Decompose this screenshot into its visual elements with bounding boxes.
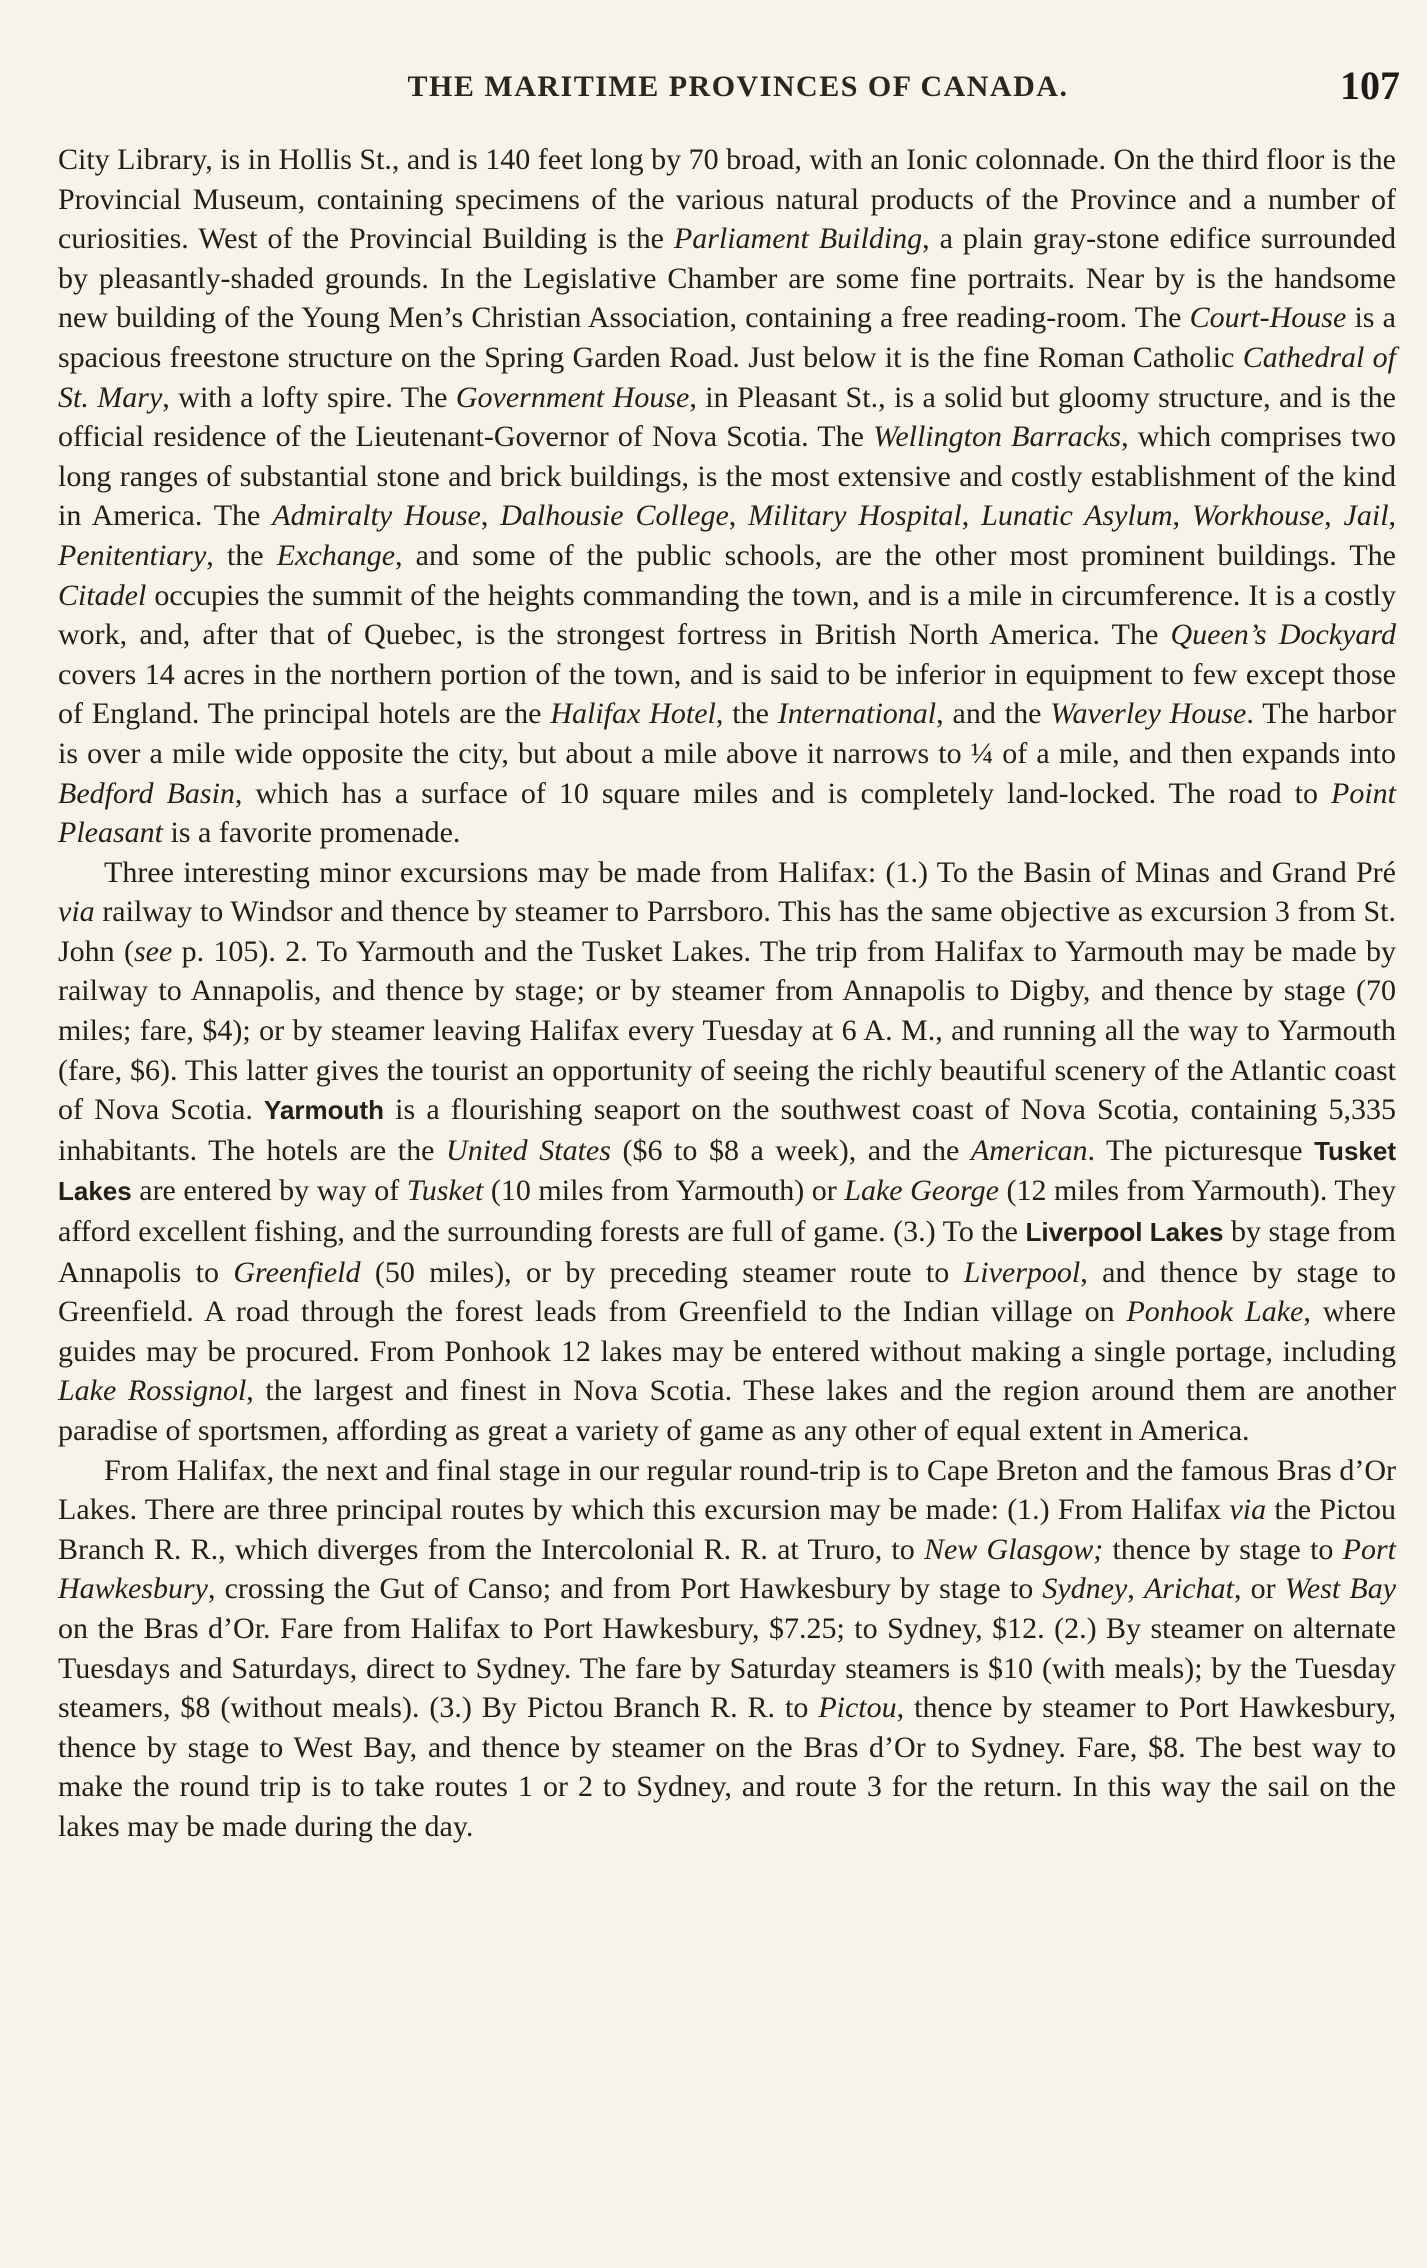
text-run: is a spacious freestone structure on the Spring Garden Road. Just below it is the fine Roman Catholic bbox=[58, 301, 1396, 374]
text-run: thence by stage to bbox=[1103, 1532, 1343, 1566]
italic-term: American bbox=[970, 1133, 1088, 1167]
italic-term: Arichat bbox=[1143, 1572, 1234, 1606]
italic-term: via bbox=[58, 895, 95, 929]
running-head: THE MARITIME PROVINCES OF CANADA. bbox=[407, 70, 1069, 103]
text-run: is a flourishing seaport on the southwest coast of Nova Scotia, containing 5,335 inhabitants. The hotels are the bbox=[58, 1093, 1396, 1167]
text-run: , in Pleasant St., is a solid but gloomy structure, and is the official residence of the Lieutenant-Governor of Nova Scotia. The bbox=[58, 380, 1396, 454]
text-run: covers 14 acres in the northern portion of the town, and is said to be inferior in equipment to few except those of England. The principal hotels are the bbox=[58, 657, 1396, 731]
text-run: . The picturesque bbox=[1087, 1133, 1315, 1167]
italic-term: West Bay bbox=[1284, 1572, 1397, 1606]
italic-term: Wellington Barracks bbox=[873, 420, 1122, 454]
italic-term: Queen’s Dockyard bbox=[1170, 618, 1396, 652]
text-run: . The harbor is over a mile wide opposite the city, but about a mile above it narrows to ¼ of a mile, and then expands into bbox=[58, 697, 1397, 770]
body-text bbox=[58, 140, 1396, 1847]
italic-term: Dalhousie College bbox=[500, 499, 729, 533]
italic-term: United States bbox=[446, 1133, 611, 1167]
text-run: p. 105). 2. To Yarmouth and the Tusket Lakes. The trip from Halifax to Yarmouth may be made by railway to Annapolis, and thence by stage; or by steamer from Annapolis to Digby, and thence by stage (70 miles; fare, $4); or by steamer leaving Halifax every Tuesday at 6 A. M., and running all the way to Yarmouth (fare, $6). This latter gives the tourist an opportunity of seeing the richly beautiful scenery of the Atlantic coast of Nova Scotia. bbox=[58, 934, 1396, 1127]
page-number: 107 bbox=[1340, 63, 1400, 108]
text-run: are entered by way of bbox=[131, 1174, 407, 1208]
italic-term: Exchange bbox=[276, 538, 396, 572]
italic-term: Pictou bbox=[818, 1691, 897, 1725]
text-run: , bbox=[728, 499, 749, 533]
page-header bbox=[58, 62, 1418, 122]
italic-term: Government House bbox=[455, 380, 690, 414]
text-run: by stage from Annapolis to bbox=[58, 1215, 1396, 1289]
italic-term: Military Hospital bbox=[748, 499, 962, 533]
text-run: , where guides may be procured. From Ponhook 12 lakes may be entered without making a single portage, including bbox=[58, 1295, 1396, 1368]
text-run: on the Bras d’Or. Fare from Halifax to Port Hawkesbury, $7.25; to Sydney, $12. (2.) By steamer on alternate Tuesdays and Saturdays, direct to Sydney. The fare by Saturday steamers is $10 (with meals); by the Tuesday steamers, $8 (without meals). (3.) By Pictou Branch R. R. to bbox=[58, 1611, 1396, 1725]
bold-place-name: Yarmouth bbox=[264, 1095, 384, 1126]
italic-term: Port Hawkesbury bbox=[58, 1532, 1396, 1606]
italic-term: Cathedral of St. Mary bbox=[58, 340, 1396, 414]
italic-term: Liverpool bbox=[963, 1255, 1081, 1289]
italic-term: via bbox=[1229, 1493, 1267, 1527]
paragraph bbox=[58, 853, 1396, 1451]
text-run: , thence by steamer to Port Hawkesbury, thence by stage to West Bay, and thence by steamer on the Bras d’Or to Sydney. Fare, $8. The best way to make the round trip is to take routes 1 or 2 to Sydney, and route 3 for the return. In this way the sail on the lakes may be made during the day. bbox=[58, 1691, 1396, 1843]
text-run: the Pictou Branch R. R., which diverges from the Intercolonial R. R. at Truro, to bbox=[58, 1493, 1396, 1566]
text-run: , bbox=[1127, 1572, 1144, 1606]
text-run: ($6 to $8 a week), and the bbox=[610, 1133, 971, 1167]
italic-term: Greenfield bbox=[233, 1255, 361, 1289]
text-run: , crossing the Gut of Canso; and from Port Hawkesbury by stage to bbox=[207, 1572, 1043, 1606]
text-run: , the bbox=[715, 697, 778, 731]
text-run: , and the bbox=[936, 697, 1051, 731]
italic-term: International bbox=[777, 697, 937, 731]
italic-term: Jail bbox=[1343, 499, 1389, 533]
bold-place-name: Tusket Lakes bbox=[58, 1135, 1396, 1207]
text-run: , which comprises two long ranges of substantial stone and brick buildings, is the most extensive and costly establishment of the kind in America. The bbox=[58, 420, 1397, 533]
text-run: , and some of the public schools, are the other most prominent buildings. The bbox=[395, 538, 1396, 572]
italic-term: Lake Rossignol bbox=[58, 1374, 247, 1408]
text-run: , bbox=[1172, 499, 1192, 533]
paragraph bbox=[58, 1451, 1396, 1847]
text-run: railway to Windsor and thence by steamer to Parrsboro. This has the same objective as excursion 3 from St. John ( bbox=[58, 895, 1396, 968]
text-run: , bbox=[480, 499, 501, 533]
text-run: (10 miles from Yarmouth) or bbox=[483, 1174, 845, 1208]
italic-term: Tusket bbox=[406, 1174, 484, 1208]
italic-term: Parliament Building bbox=[673, 222, 923, 256]
text-run: , bbox=[961, 499, 982, 533]
italic-term: Citadel bbox=[58, 578, 147, 612]
italic-term: Court-House bbox=[1189, 301, 1347, 335]
text-run: , the largest and finest in Nova Scotia. These lakes and the region around them are another paradise of sportsmen, affording as great a variety of game as any other of equal extent in America. bbox=[58, 1374, 1396, 1447]
italic-term: Workhouse bbox=[1191, 499, 1325, 533]
text-run: (12 miles from Yarmouth). They afford excellent fishing, and the surrounding forests are full of game. (3.) To the bbox=[58, 1174, 1396, 1249]
italic-term: Lunatic Asylum bbox=[981, 499, 1173, 533]
text-run: , a plain gray-stone edifice surrounded by pleasantly-shaded grounds. In the Legislative Chamber are some fine portraits. Near by is the handsome new building of the Young Men’s Christian Association, containing a free reading-room. The bbox=[58, 222, 1397, 335]
italic-term: see bbox=[133, 934, 173, 968]
italic-term: Bedford Basin bbox=[58, 776, 235, 810]
text-run: City Library, is in Hollis St., and is 140 feet long by 70 broad, with an Ionic colonnade. On the third floor is the Provincial Museum, containing specimens of the various natural products of the Province and a number of curiosities. West of the Provincial Building is the bbox=[58, 143, 1396, 256]
text-run: , bbox=[1324, 499, 1344, 533]
italic-term: Waverley House bbox=[1050, 697, 1247, 731]
italic-term: Admiralty House bbox=[272, 499, 481, 533]
text-run: , and thence by stage to Greenfield. A road through the forest leads from Greenfield to the Indian village on bbox=[58, 1255, 1396, 1329]
italic-term: Lake George bbox=[844, 1174, 999, 1208]
text-run: is a favorite promenade. bbox=[163, 816, 461, 850]
italic-term: Halifax Hotel bbox=[550, 697, 716, 731]
text-run: , with a lofty spire. The bbox=[162, 380, 456, 414]
text-run: , or bbox=[1233, 1572, 1285, 1606]
paragraph bbox=[58, 140, 1396, 853]
text-run: occupies the summit of the heights commanding the town, and is a mile in circumference. It is a costly work, and, after that of Quebec, is the strongest fortress in British North America. The bbox=[58, 578, 1396, 652]
italic-term: Ponhook Lake bbox=[1126, 1295, 1304, 1329]
italic-term: Point Pleasant bbox=[58, 776, 1397, 850]
bold-place-name: Liverpool Lakes bbox=[1025, 1217, 1224, 1248]
italic-term: Sydney bbox=[1042, 1572, 1128, 1606]
italic-term: Penitentiary bbox=[58, 538, 207, 572]
text-run: , which has a surface of 10 square miles and is completely land-locked. The road to bbox=[234, 776, 1332, 810]
text-run: , the bbox=[206, 538, 277, 572]
text-run: (50 miles), or by preceding steamer route to bbox=[360, 1255, 964, 1289]
italic-term: New Glasgow; bbox=[923, 1532, 1104, 1566]
text-run: From Halifax, the next and final stage in our regular round-trip is to Cape Breton and the famous Bras d’Or Lakes. There are three principal routes by which this excursion may be made: (1.) From Halifax bbox=[58, 1453, 1396, 1527]
text-run: Three interesting minor excursions may be made from Halifax: (1.) To the Basin of Minas and Grand Pré bbox=[104, 855, 1396, 889]
text-run: , bbox=[1388, 499, 1397, 533]
